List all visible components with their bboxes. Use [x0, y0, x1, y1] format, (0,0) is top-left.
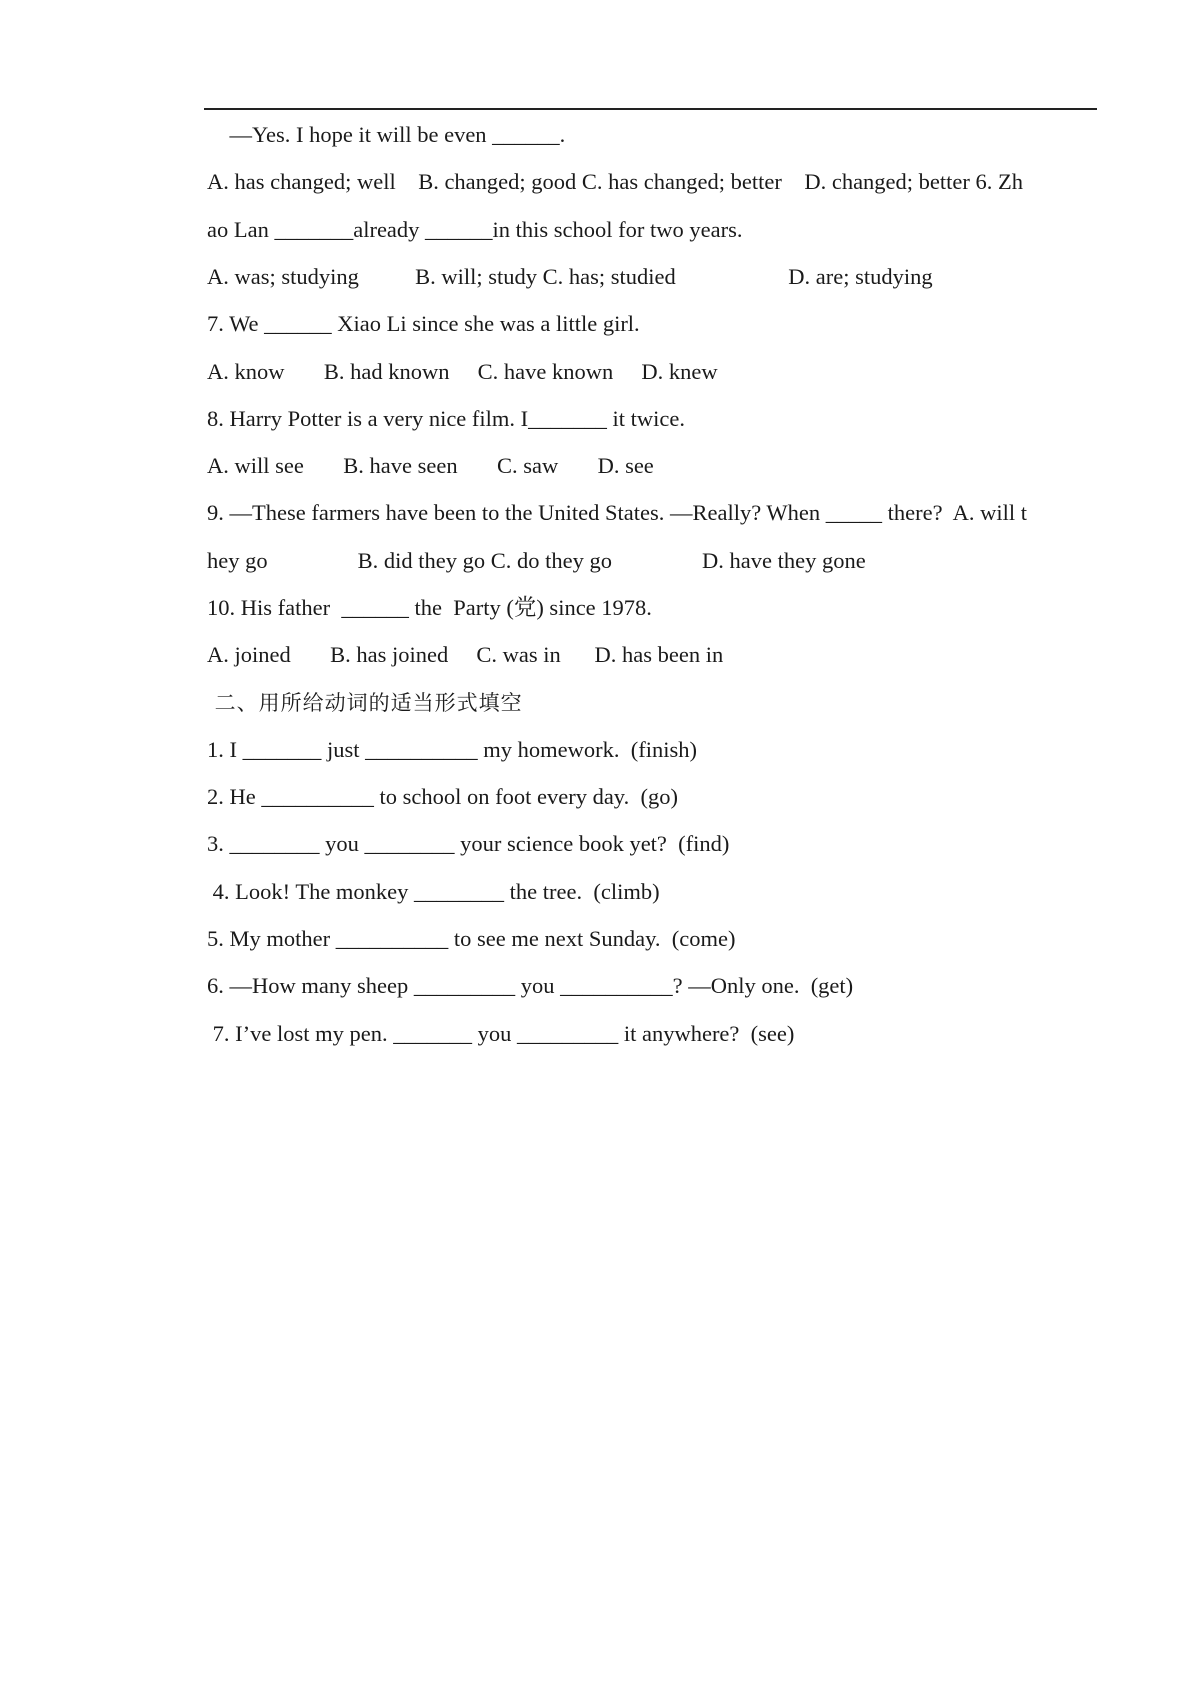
question-9-options-line: hey go B. did they go C. do they go D. have they gone	[207, 548, 866, 573]
question-8-stem-line: 8. Harry Potter is a very nice film. I_______ it twice.	[207, 406, 686, 431]
fill-blank-2-line: 2. He __________ to school on foot every day. (go)	[207, 784, 678, 809]
fill-blank-6-line: 6. —How many sheep _________ you __________? —Only one. (get)	[207, 973, 854, 998]
question-5-response-line: —Yes. I hope it will be even ______.	[207, 122, 566, 147]
question-10-options-line: A. joined B. has joined C. was in D. has been in	[207, 642, 724, 667]
fill-blank-3-line: 3. ________ you ________ your science book yet? (find)	[207, 831, 730, 856]
fill-blank-5-line: 5. My mother __________ to see me next Sunday. (come)	[207, 926, 736, 951]
question-5-options-line: A. has changed; well B. changed; good C. has changed; better D. changed; better 6. Zh	[207, 169, 1024, 194]
section-heading: 二、用所给动词的适当形式填空	[207, 691, 523, 715]
question-6-options-line: A. was; studying B. will; study C. has; studied D. are; studying	[207, 264, 933, 289]
question-7-options-line: A. know B. had known C. have known D. knew	[207, 359, 718, 384]
question-7-stem-line: 7. We ______ Xiao Li since she was a little girl.	[207, 311, 640, 336]
header-rule	[204, 108, 1097, 110]
question-9-stem-line: 9. —These farmers have been to the United States. —Really? When _____ there? A. will t	[207, 500, 1027, 525]
question-10-stem-line: 10. His father ______ the Party (党) since 1978.	[207, 595, 652, 620]
question-6-stem-line: ao Lan _______already ______in this school for two years.	[207, 217, 743, 242]
question-8-options-line: A. will see B. have seen C. saw D. see	[207, 453, 654, 478]
fill-blank-4-line: 4. Look! The monkey ________ the tree. (climb)	[207, 879, 660, 904]
fill-blank-1-line: 1. I _______ just __________ my homework. (finish)	[207, 737, 697, 762]
fill-blank-7-line: 7. I’ve lost my pen. _______ you _________ it anywhere? (see)	[207, 1021, 795, 1046]
